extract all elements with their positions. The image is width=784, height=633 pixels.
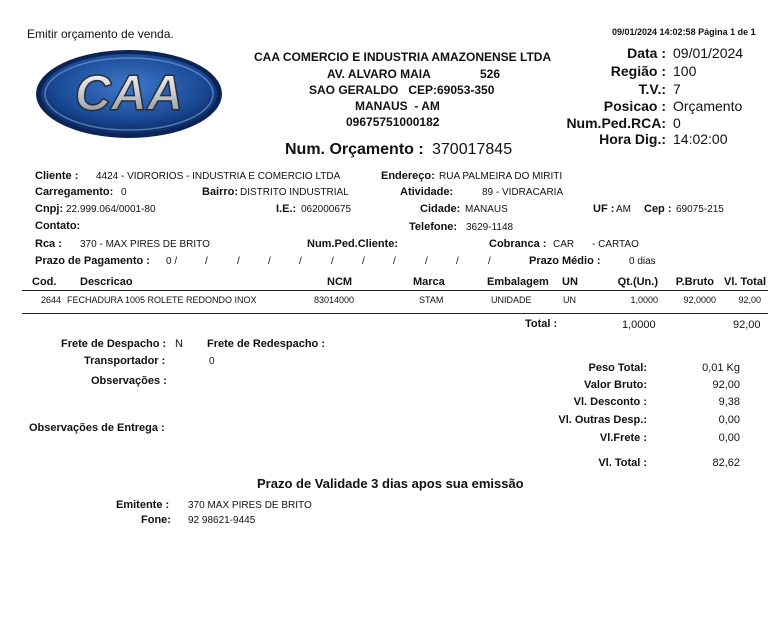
- carregamento-label: Carregamento:: [35, 186, 114, 198]
- contato-label: Contato:: [35, 220, 81, 232]
- company-doc: 09675751000182: [346, 115, 440, 129]
- total-qty: 1,0000: [622, 319, 656, 331]
- company-logo: [34, 48, 224, 140]
- frete-despacho-value: N: [175, 338, 183, 350]
- company-street: AV. ALVARO MAIA: [327, 67, 431, 81]
- company-number: 526: [480, 67, 501, 81]
- table-cell: UN: [563, 295, 576, 305]
- table-cell: STAM: [419, 295, 444, 305]
- totals-label: Vl.Frete :: [599, 432, 647, 444]
- table-cell: 92,00: [738, 295, 761, 305]
- prazo-medio-value: 0 dias: [629, 256, 656, 267]
- transportador-label: Transportador :: [84, 355, 166, 367]
- ie-label: I.E.:: [276, 203, 297, 215]
- rca-label: Rca :: [35, 238, 62, 250]
- bairro-value: DISTRITO INDUSTRIAL: [240, 187, 349, 198]
- table-cell: UNIDADE: [491, 295, 532, 305]
- totals-label: Valor Bruto:: [584, 379, 647, 391]
- totals-label: Peso Total:: [588, 362, 647, 374]
- prazo-slash: /: [268, 256, 271, 267]
- frete-despacho-label: Frete de Despacho :: [61, 338, 167, 350]
- timestamp-text: 09/01/2024 14:02:58: [612, 27, 696, 37]
- cobranca-value: - CARTAO: [592, 239, 639, 250]
- ie-value: 062000675: [301, 204, 352, 215]
- carregamento-value: 0: [121, 187, 127, 198]
- prazo-slash: /: [299, 256, 302, 267]
- prazo-slash: /: [362, 256, 365, 267]
- cobranca-code: CAR: [553, 239, 575, 250]
- header-divider: [22, 290, 768, 291]
- prazo-slash: /: [331, 256, 334, 267]
- report-timestamp: [612, 27, 756, 37]
- meta-value: 100: [673, 63, 697, 79]
- meta-value: 09/01/2024: [673, 45, 744, 61]
- cobranca-label: Cobranca :: [489, 238, 547, 250]
- totals-label: Vl. Desconto :: [573, 396, 647, 408]
- cidade-value: MANAUS: [465, 204, 508, 215]
- meta-label: T.V.:: [638, 81, 666, 97]
- num-ped-cliente-label: Num.Ped.Cliente:: [307, 238, 399, 250]
- meta-label: Posicao :: [603, 98, 666, 114]
- meta-value: 0: [673, 115, 681, 131]
- cliente-label: Cliente :: [35, 170, 79, 182]
- table-cell: 83014000: [314, 295, 355, 305]
- prazo-slash: /: [205, 256, 208, 267]
- num-orcamento-label: Num. Orçamento :: [285, 141, 424, 158]
- fone-label: Fone:: [141, 514, 171, 526]
- cep-label: Cep :: [644, 203, 672, 215]
- emitente-label: Emitente :: [116, 499, 170, 511]
- totals-value: 0,01 Kg: [702, 362, 740, 374]
- prazo-slash: /: [237, 256, 240, 267]
- uf-label: UF :: [593, 203, 615, 215]
- meta-label: Hora Dig.:: [599, 131, 666, 147]
- company-name: CAA COMERCIO E INDUSTRIA AMAZONENSE LTDA: [254, 50, 552, 64]
- totals-value: 0,00: [718, 432, 740, 444]
- atividade-value: 89 - VIDRACARIA: [482, 187, 564, 198]
- prazo-slash: /: [488, 256, 491, 267]
- company-district-cep: SAO GERALDO CEP:69053-350: [309, 83, 495, 97]
- frete-redespacho-label: Frete de Redespacho :: [207, 338, 325, 350]
- rca-value: 370 - MAX PIRES DE BRITO: [80, 239, 210, 250]
- table-header-cell: NCM: [327, 276, 353, 288]
- table-header-cell: Descricao: [80, 276, 133, 288]
- totals-value: 82,62: [712, 457, 740, 469]
- table-header-cell: Marca: [413, 276, 445, 288]
- caa-logo-icon: [34, 48, 224, 140]
- cnpj-label: Cnpj:: [35, 203, 64, 215]
- atividade-label: Atividade:: [400, 186, 454, 198]
- table-header-cell: Cod.: [32, 276, 57, 288]
- table-cell: 92,0000: [683, 295, 716, 305]
- table-header-cell: Vl. Total: [724, 276, 766, 288]
- cidade-label: Cidade:: [420, 203, 461, 215]
- cep-value: 69075-215: [676, 204, 724, 215]
- emitente-value: 370 MAX PIRES DE BRITO: [188, 500, 312, 511]
- meta-value: 7: [673, 81, 681, 97]
- table-header-cell: UN: [562, 276, 578, 288]
- observacoes-label: Observações :: [91, 375, 167, 387]
- meta-label: Data :: [627, 45, 666, 61]
- totals-value: 0,00: [718, 414, 740, 426]
- table-cell: 2644: [41, 295, 62, 305]
- table-header-cell: P.Bruto: [675, 276, 714, 288]
- table-header-cell: Qt.(Un.): [617, 276, 658, 288]
- total-divider: [22, 313, 768, 314]
- prazo-medio-label: Prazo Médio :: [529, 255, 601, 267]
- totals-label: Vl. Total :: [598, 457, 647, 469]
- observacoes-entrega-label: Observações de Entrega :: [29, 422, 165, 434]
- company-city: MANAUS - AM: [355, 99, 440, 113]
- num-orcamento-value: 370017845: [432, 141, 513, 158]
- totals-label: Vl. Outras Desp.:: [558, 414, 647, 426]
- endereco-value: RUA PALMEIRA DO MIRITI: [439, 171, 563, 182]
- meta-value: Orçamento: [673, 98, 743, 114]
- endereco-label: Endereço:: [381, 170, 435, 182]
- prazo-first: 0 /: [166, 256, 178, 267]
- transportador-value: 0: [209, 356, 215, 367]
- table-cell: 1,0000: [630, 295, 658, 305]
- prazo-slash: /: [456, 256, 459, 267]
- telefone-label: Telefone:: [409, 221, 458, 233]
- meta-label: Num.Ped.RCA:: [566, 115, 666, 131]
- telefone-value: 3629-1148: [466, 222, 514, 233]
- report-title: Emitir orçamento de venda.: [27, 27, 174, 41]
- totals-value: 9,38: [718, 396, 740, 408]
- page-number: Página 1 de 1: [698, 27, 756, 37]
- meta-label: Região :: [610, 63, 666, 79]
- total-value: 92,00: [733, 319, 761, 331]
- uf-value: AM: [616, 204, 631, 215]
- cliente-value: 4424 - VIDRORIOS - INDUSTRIA E COMERCIO LTDA: [96, 171, 341, 182]
- totals-value: 92,00: [712, 379, 740, 391]
- svg-text:CAA: CAA: [74, 65, 184, 121]
- fone-value: 92 98621-9445: [188, 515, 256, 526]
- bairro-label: Bairro:: [202, 186, 239, 198]
- prazo-slash: /: [425, 256, 428, 267]
- total-label: Total :: [525, 318, 558, 330]
- cnpj-value: 22.999.064/0001-80: [66, 204, 156, 215]
- prazo-slash: /: [393, 256, 396, 267]
- meta-value: 14:02:00: [673, 131, 728, 147]
- table-cell: FECHADURA 1005 ROLETE REDONDO INOX: [67, 295, 257, 305]
- table-header-cell: Embalagem: [487, 276, 549, 288]
- validity-text: Prazo de Validade 3 dias apos sua emissão: [257, 476, 524, 491]
- prazo-pagamento-label: Prazo de Pagamento :: [35, 255, 150, 267]
